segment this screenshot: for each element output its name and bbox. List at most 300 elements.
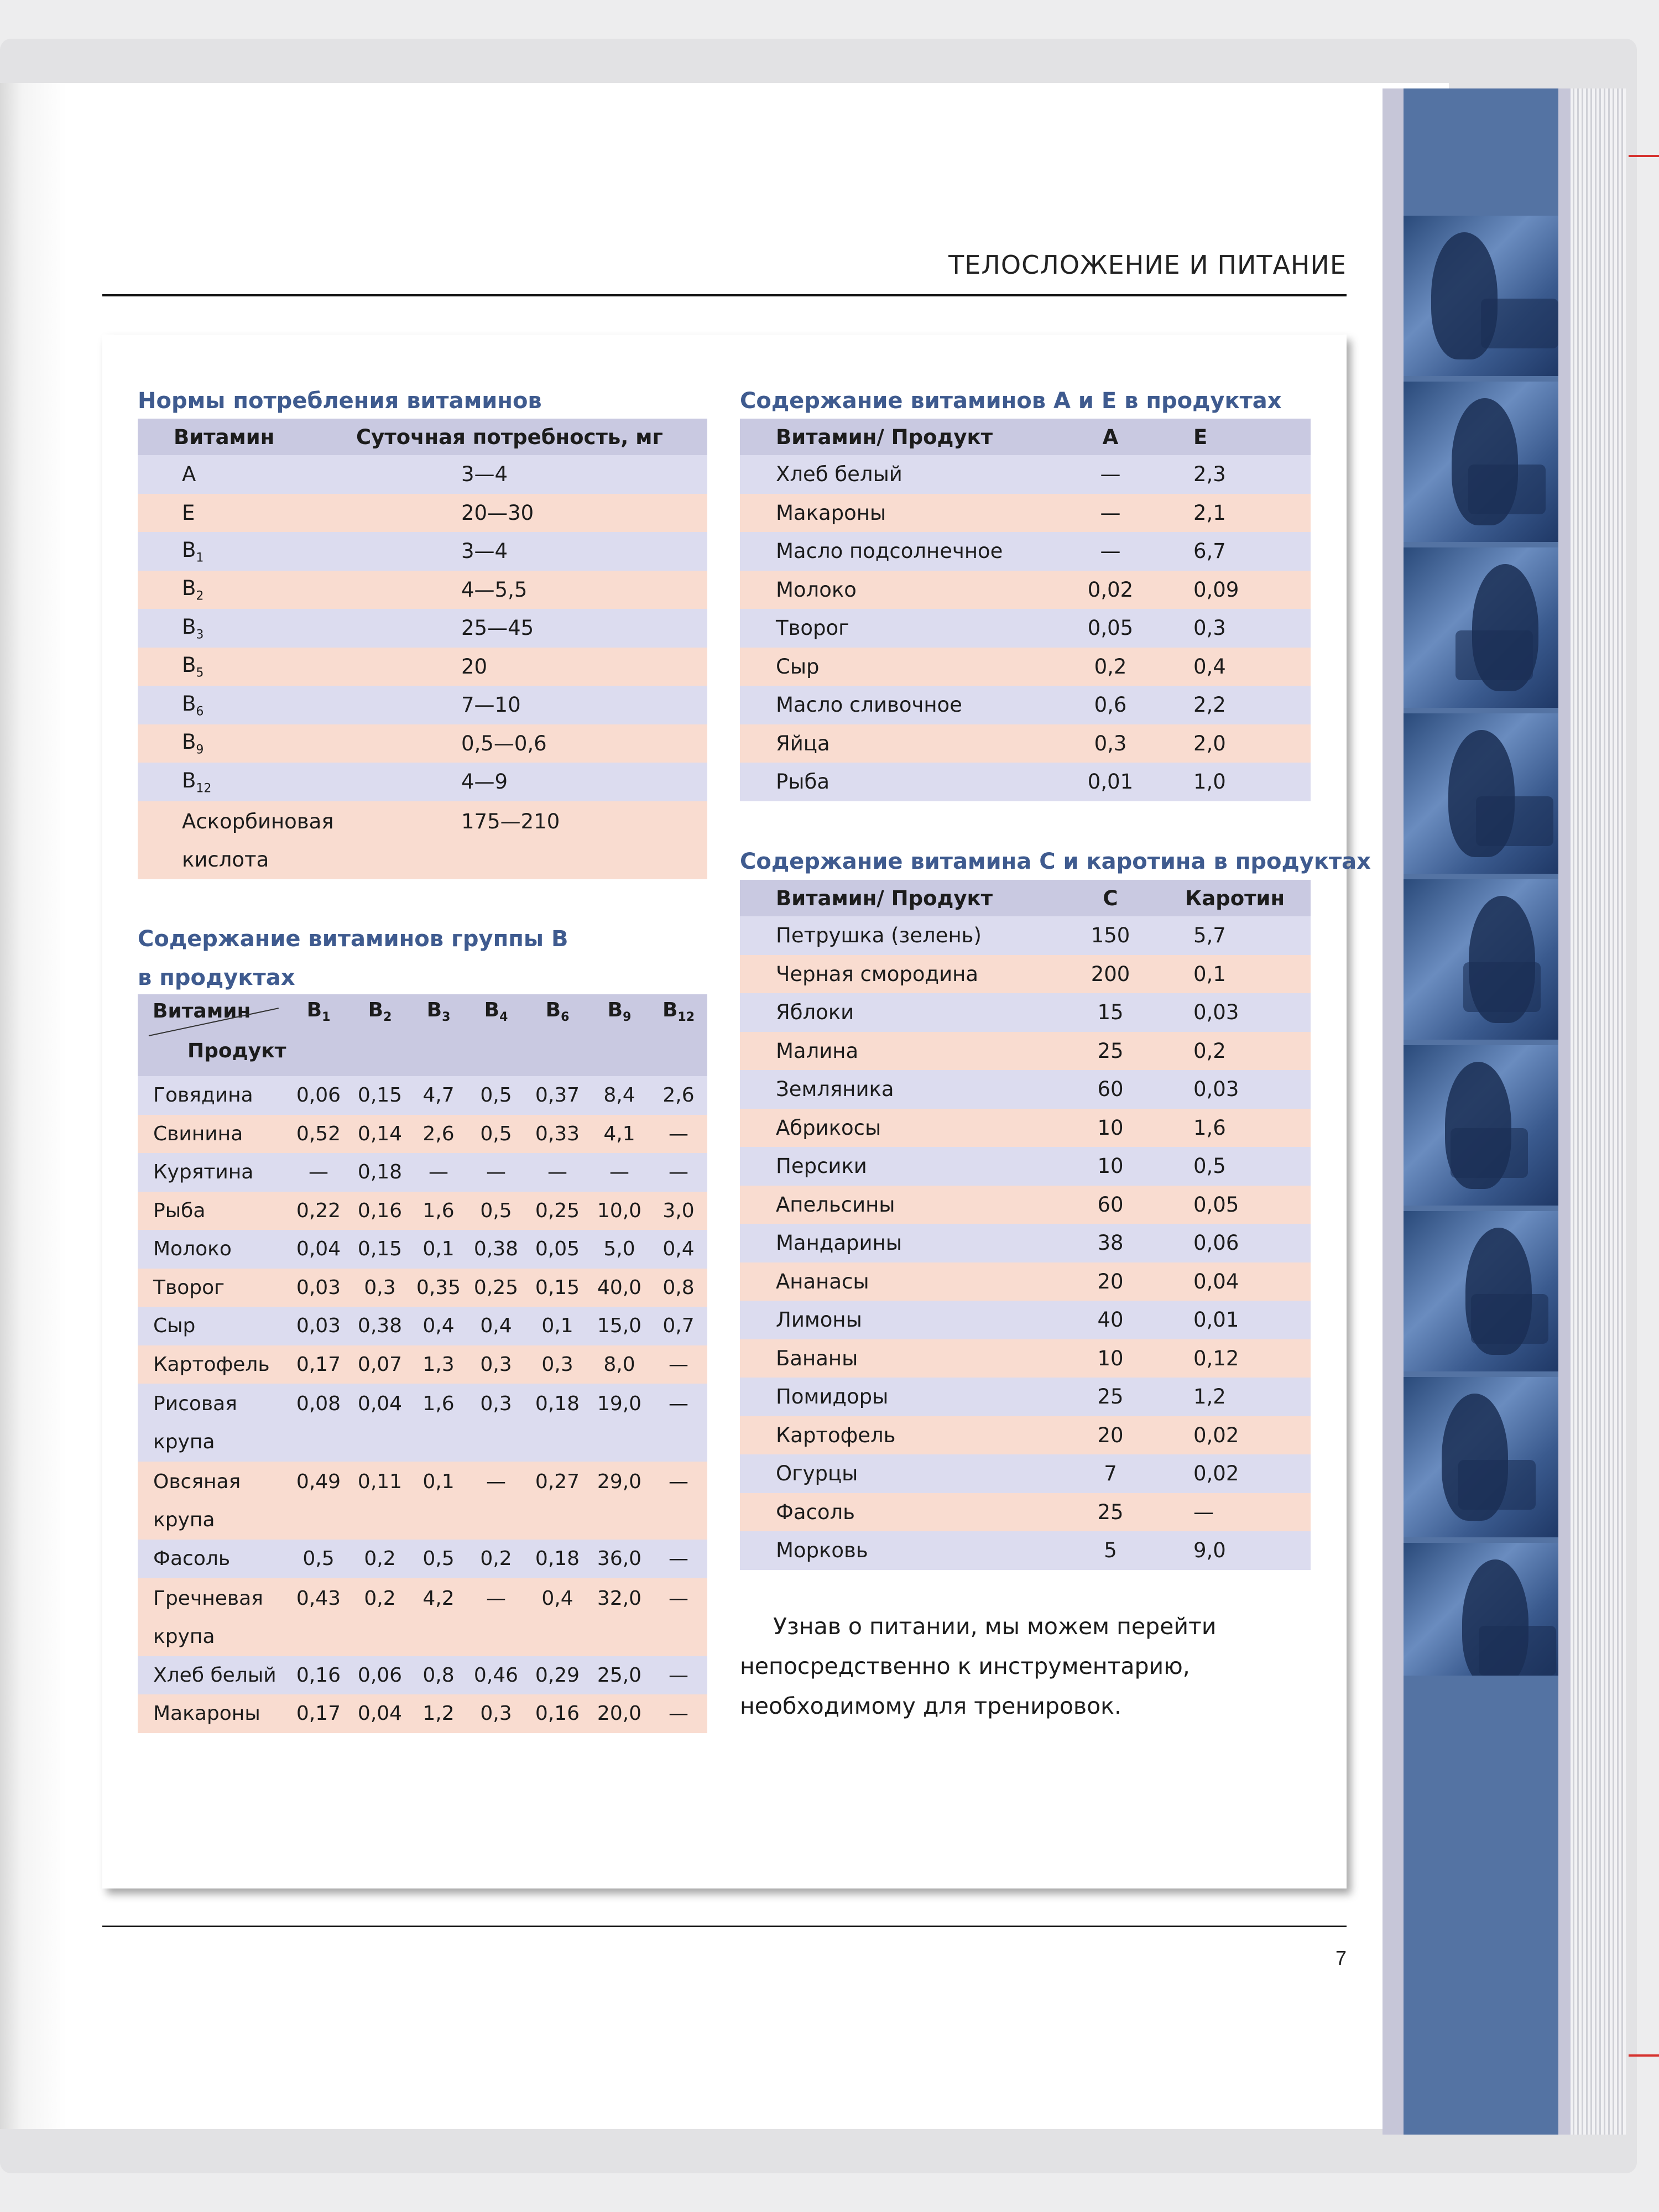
product-cell: Сыр (740, 648, 1050, 686)
table-row (138, 763, 707, 801)
value-cell: 0,18 (526, 1384, 589, 1462)
carotene-cell: 0,03 (1171, 993, 1311, 1032)
value-cell: 0,46 (466, 1656, 526, 1695)
man-bentover-row-photo-icon (1404, 1211, 1558, 1371)
table-row (138, 1153, 707, 1192)
product-cell: Картофель (138, 1345, 288, 1384)
vitamin-norms-title: Нормы потребления витаминов (138, 388, 542, 414)
vitamin-c-cell: 38 (1050, 1224, 1171, 1262)
value-cell: 0,22 (288, 1192, 349, 1230)
vitamin-a-cell: 0,3 (1050, 724, 1171, 763)
carotene-cell: 5,7 (1171, 916, 1311, 955)
product-cell: Петрушка (зелень) (740, 916, 1050, 955)
value-cell: — (466, 1578, 526, 1656)
value-cell: 0,52 (288, 1115, 349, 1154)
value-cell: — (411, 1153, 466, 1192)
vitamin-cell: $B_1$ (138, 532, 304, 571)
table-row (138, 494, 707, 533)
product-cell: Малина (740, 1032, 1050, 1071)
value-cell: 15,0 (589, 1307, 650, 1345)
col-vitamin: Витамин (138, 419, 304, 455)
value-cell: — (526, 1153, 589, 1192)
product-cell: Курятина (138, 1153, 288, 1192)
value-cell: 0,38 (466, 1230, 526, 1269)
value-cell: — (650, 1578, 707, 1656)
man-dumbbell-seated-photo-icon (1404, 879, 1558, 1040)
vitamin-c-cell: 15 (1050, 993, 1171, 1032)
value-cell: 0,1 (411, 1462, 466, 1540)
value-cell: 0,4 (466, 1307, 526, 1345)
man-bench-photo-icon (1404, 547, 1558, 708)
daily-need-cell: 25—45 (304, 609, 707, 648)
product-cell: Свинина (138, 1115, 288, 1154)
value-cell: 0,15 (349, 1230, 411, 1269)
value-cell: 0,17 (288, 1694, 349, 1733)
woman-machine-photo-icon (1404, 382, 1558, 542)
product-cell: Гречневая крупа (138, 1578, 288, 1656)
closing-paragraph (740, 1606, 1310, 1726)
value-cell: 0,49 (288, 1462, 349, 1540)
table-row (138, 1656, 707, 1695)
product-cell: Лимоны (740, 1301, 1050, 1339)
vitamin-c-cell: 7 (1050, 1454, 1171, 1493)
value-cell: 0,5 (288, 1540, 349, 1578)
value-cell: 0,14 (349, 1115, 411, 1154)
vitamin-c-cell: 5 (1050, 1531, 1171, 1570)
col-vitamin-b12: $B_{12}$ (650, 994, 707, 1076)
vitamin-e-cell: 2,2 (1171, 686, 1311, 724)
table-row (740, 455, 1311, 494)
value-cell: 0,33 (526, 1115, 589, 1154)
value-cell: 0,16 (288, 1656, 349, 1695)
value-cell: 0,15 (526, 1269, 589, 1307)
table-row (138, 648, 707, 686)
table-row (740, 955, 1311, 994)
product-cell: Творог (740, 609, 1050, 648)
product-cell: Масло сливочное (740, 686, 1050, 724)
table-row (740, 1416, 1311, 1455)
value-cell: 0,8 (650, 1269, 707, 1307)
value-cell: 0,5 (411, 1540, 466, 1578)
vitamin-c-cell: 20 (1050, 1416, 1171, 1455)
daily-need-cell: 3—4 (304, 455, 707, 494)
equipment-shape (1455, 630, 1533, 680)
product-cell: Фасоль (138, 1540, 288, 1578)
value-cell: 0,29 (526, 1656, 589, 1695)
vitamin-a-cell: 0,05 (1050, 609, 1171, 648)
value-cell: 0,1 (411, 1230, 466, 1269)
value-cell: 0,06 (349, 1656, 411, 1695)
corner-header (138, 994, 288, 1076)
table-row (138, 1462, 707, 1540)
vitamin-c-cell: 20 (1050, 1262, 1171, 1301)
value-cell: 0,2 (466, 1540, 526, 1578)
carotene-cell: 1,6 (1171, 1109, 1311, 1147)
product-cell: Яйца (740, 724, 1050, 763)
value-cell: 0,25 (526, 1192, 589, 1230)
carotene-cell: 1,2 (1171, 1378, 1311, 1416)
vitamin-a-cell: 0,02 (1050, 571, 1171, 609)
value-cell: 0,15 (349, 1076, 411, 1115)
carotene-cell: 0,02 (1171, 1454, 1311, 1493)
equipment-shape (1471, 1294, 1548, 1344)
table-row (138, 532, 707, 571)
value-cell: 10,0 (589, 1192, 650, 1230)
col-vitamin-b9: $B_9$ (589, 994, 650, 1076)
value-cell: 0,2 (349, 1578, 411, 1656)
value-cell: 0,17 (288, 1345, 349, 1384)
table-row (138, 724, 707, 763)
vitamin-e-cell: 6,7 (1171, 532, 1311, 571)
vitamin-c-carotene-title: Содержание витамина С и каротина в продуктах (740, 849, 1371, 874)
product-cell: Сыр (138, 1307, 288, 1345)
col-product: Витамин/ Продукт (740, 880, 1050, 916)
vitamin-c-cell: 25 (1050, 1378, 1171, 1416)
value-cell: 0,37 (526, 1076, 589, 1115)
daily-need-cell: 4—5,5 (304, 571, 707, 609)
col-product: Витамин/ Продукт (740, 419, 1050, 455)
product-cell: Абрикосы (740, 1109, 1050, 1147)
col-vitamin-b6: $B_6$ (526, 994, 589, 1076)
daily-need-cell: 4—9 (304, 763, 707, 801)
table-row (740, 1147, 1311, 1186)
equipment-shape (1463, 962, 1541, 1012)
table-row (740, 916, 1311, 955)
vitamin-e-cell: 0,09 (1171, 571, 1311, 609)
vitamin-c-cell: 60 (1050, 1186, 1171, 1224)
value-cell: 0,18 (526, 1540, 589, 1578)
table-row (138, 1345, 707, 1384)
table-row (138, 1076, 707, 1115)
value-cell: 4,1 (589, 1115, 650, 1154)
value-cell: 1,6 (411, 1192, 466, 1230)
col-daily-need: Суточная потребность, мг (304, 419, 707, 455)
value-cell: 36,0 (589, 1540, 650, 1578)
product-cell: Хлеб белый (138, 1656, 288, 1695)
closing-text: Узнав о питании, мы можем перейти непосредственно к инструментарию, необходимому для тренировок. (740, 1613, 1217, 1719)
vitamin-c-cell: 200 (1050, 955, 1171, 994)
table-row (740, 1109, 1311, 1147)
vitamin-c-cell: 25 (1050, 1032, 1171, 1071)
table-row (138, 1115, 707, 1154)
value-cell: — (650, 1694, 707, 1733)
value-cell: 0,3 (466, 1694, 526, 1733)
carotene-cell: 9,0 (1171, 1531, 1311, 1570)
value-cell: 0,4 (526, 1578, 589, 1656)
product-cell: Рисовая крупа (138, 1384, 288, 1462)
vitamin-b-title-line1: Содержание витаминов группы В (138, 926, 568, 952)
daily-need-cell: 20 (304, 648, 707, 686)
table-row (138, 609, 707, 648)
product-cell: Яблоки (740, 993, 1050, 1032)
product-cell: Рыба (740, 763, 1050, 801)
carotene-cell: — (1171, 1493, 1311, 1532)
col-e: E (1171, 419, 1311, 455)
value-cell: 8,0 (589, 1345, 650, 1384)
table-row (138, 801, 707, 879)
vitamin-cell: $B_{12}$ (138, 763, 304, 801)
daily-need-cell: 3—4 (304, 532, 707, 571)
running-header: ТЕЛОСЛОЖЕНИЕ И ПИТАНИЕ (948, 250, 1347, 280)
vitamin-a-cell: — (1050, 532, 1171, 571)
table-row (740, 993, 1311, 1032)
vitamin-cell: $B_2$ (138, 571, 304, 609)
vitamin-e-cell: 2,0 (1171, 724, 1311, 763)
col-vitamin-b4: $B_4$ (466, 994, 526, 1076)
man-dumbbell-standing-photo-icon (1404, 1045, 1558, 1206)
table-row (138, 571, 707, 609)
value-cell: 0,05 (526, 1230, 589, 1269)
table-row (740, 1531, 1311, 1570)
vitamin-b-title-line2: в продуктах (138, 965, 295, 990)
vitamin-cell: $B_6$ (138, 686, 304, 724)
value-cell: 0,16 (526, 1694, 589, 1733)
product-cell: Помидоры (740, 1378, 1050, 1416)
vitamin-c-cell: 10 (1050, 1109, 1171, 1147)
value-cell: 4,2 (411, 1578, 466, 1656)
vitamin-c-cell: 60 (1050, 1070, 1171, 1109)
vitamin-c-cell: 40 (1050, 1301, 1171, 1339)
product-cell: Макароны (138, 1694, 288, 1733)
table-row (740, 1454, 1311, 1493)
value-cell: — (650, 1153, 707, 1192)
value-cell: 40,0 (589, 1269, 650, 1307)
value-cell: 2,6 (650, 1076, 707, 1115)
value-cell: 0,25 (466, 1269, 526, 1307)
equipment-shape (1476, 796, 1553, 846)
table-row (138, 1384, 707, 1462)
vitamin-e-cell: 0,4 (1171, 648, 1311, 686)
value-cell: 1,6 (411, 1384, 466, 1462)
table-row (740, 609, 1311, 648)
table-row (138, 1578, 707, 1656)
vitamin-a-cell: — (1050, 494, 1171, 533)
table-row (138, 1307, 707, 1345)
value-cell: 0,7 (650, 1307, 707, 1345)
vitamin-a-cell: — (1050, 455, 1171, 494)
table-row (740, 1378, 1311, 1416)
value-cell: 0,07 (349, 1345, 411, 1384)
value-cell: 0,16 (349, 1192, 411, 1230)
col-carotene: Каротин (1171, 880, 1311, 916)
value-cell: 0,2 (349, 1540, 411, 1578)
value-cell: — (288, 1153, 349, 1192)
footer-rule (102, 1926, 1347, 1927)
page-number: 7 (1335, 1947, 1347, 1969)
carotene-cell: 0,04 (1171, 1262, 1311, 1301)
value-cell: 0,43 (288, 1578, 349, 1656)
value-cell: 0,3 (349, 1269, 411, 1307)
value-cell: 0,4 (650, 1230, 707, 1269)
vitamin-a-e-table (740, 419, 1311, 801)
table-row (740, 763, 1311, 801)
vitamin-a-cell: 0,01 (1050, 763, 1171, 801)
value-cell: — (650, 1540, 707, 1578)
vitamin-c-cell: 150 (1050, 916, 1171, 955)
product-cell: Земляника (740, 1070, 1050, 1109)
product-cell: Молоко (138, 1230, 288, 1269)
value-cell: 0,38 (349, 1307, 411, 1345)
value-cell: 0,5 (466, 1192, 526, 1230)
value-cell: 3,0 (650, 1192, 707, 1230)
vitamin-norms-table (138, 419, 707, 879)
table-row (740, 648, 1311, 686)
col-vitamin-b1: $B_1$ (288, 994, 349, 1076)
vitamin-cell: $B_9$ (138, 724, 304, 763)
equipment-shape (1481, 299, 1558, 348)
woman-portrait-photo-icon (1404, 1543, 1558, 1676)
value-cell: 32,0 (589, 1578, 650, 1656)
vitamin-c-cell: 10 (1050, 1339, 1171, 1378)
table-row (740, 1186, 1311, 1224)
product-cell: Овсяная крупа (138, 1462, 288, 1540)
table-row (138, 1694, 707, 1733)
table-row (740, 1301, 1311, 1339)
page-marker-top (1629, 155, 1659, 157)
value-cell: 20,0 (589, 1694, 650, 1733)
carotene-cell: 0,1 (1171, 955, 1311, 994)
value-cell: — (650, 1345, 707, 1384)
value-cell: 0,04 (288, 1230, 349, 1269)
daily-need-cell: 0,5—0,6 (304, 724, 707, 763)
product-cell: Картофель (740, 1416, 1050, 1455)
product-cell: Говядина (138, 1076, 288, 1115)
value-cell: 29,0 (589, 1462, 650, 1540)
value-cell: 0,3 (526, 1345, 589, 1384)
value-cell: 5,0 (589, 1230, 650, 1269)
value-cell: 0,03 (288, 1269, 349, 1307)
value-cell: — (650, 1384, 707, 1462)
value-cell: — (466, 1462, 526, 1540)
value-cell: 0,4 (411, 1307, 466, 1345)
table-row (740, 1493, 1311, 1532)
daily-need-cell: 7—10 (304, 686, 707, 724)
carotene-cell: 0,06 (1171, 1224, 1311, 1262)
product-cell: Апельсины (740, 1186, 1050, 1224)
product-cell: Персики (740, 1147, 1050, 1186)
corner-vitamin-label: Витамин (153, 1000, 251, 1022)
value-cell: 0,11 (349, 1462, 411, 1540)
value-cell: 8,4 (589, 1076, 650, 1115)
value-cell: 0,3 (466, 1345, 526, 1384)
vitamin-c-cell: 25 (1050, 1493, 1171, 1532)
product-cell: Огурцы (740, 1454, 1050, 1493)
equipment-shape (1458, 1460, 1536, 1510)
table-row (740, 1070, 1311, 1109)
equipment-shape (1468, 465, 1546, 514)
table-row (138, 455, 707, 494)
table-row (740, 686, 1311, 724)
value-cell: 0,04 (349, 1384, 411, 1462)
value-cell: 0,06 (288, 1076, 349, 1115)
carotene-cell: 0,5 (1171, 1147, 1311, 1186)
value-cell: 0,3 (466, 1384, 526, 1462)
carotene-cell: 0,12 (1171, 1339, 1311, 1378)
vitamin-cell: A (138, 455, 304, 494)
equipment-shape (1479, 1626, 1556, 1676)
table-row (740, 724, 1311, 763)
vitamin-cell: $B_3$ (138, 609, 304, 648)
vitamin-a-cell: 0,2 (1050, 648, 1171, 686)
value-cell: 0,08 (288, 1384, 349, 1462)
product-cell: Творог (138, 1269, 288, 1307)
table-row (740, 1224, 1311, 1262)
product-cell: Морковь (740, 1531, 1050, 1570)
value-cell: 4,7 (411, 1076, 466, 1115)
product-cell: Масло подсолнечное (740, 532, 1050, 571)
value-cell: 1,3 (411, 1345, 466, 1384)
vitamin-c-cell: 10 (1050, 1147, 1171, 1186)
product-cell: Фасоль (740, 1493, 1050, 1532)
page-marker-bottom (1629, 2054, 1659, 2057)
col-c: C (1050, 880, 1171, 916)
vitamin-e-cell: 2,1 (1171, 494, 1311, 533)
vitamin-c-carotene-table (740, 880, 1311, 1570)
value-cell: 0,27 (526, 1462, 589, 1540)
equipment-shape (1451, 1128, 1528, 1178)
product-cell: Ананасы (740, 1262, 1050, 1301)
daily-need-cell: 20—30 (304, 494, 707, 533)
vitamin-a-cell: 0,6 (1050, 686, 1171, 724)
product-cell: Хлеб белый (740, 455, 1050, 494)
vitamin-e-cell: 1,0 (1171, 763, 1311, 801)
carotene-cell: 0,03 (1171, 1070, 1311, 1109)
table-row (740, 494, 1311, 533)
product-cell: Макароны (740, 494, 1050, 533)
value-cell: 0,35 (411, 1269, 466, 1307)
value-cell: — (589, 1153, 650, 1192)
woman-dumbbell-photo-icon (1404, 1377, 1558, 1537)
product-cell: Молоко (740, 571, 1050, 609)
table-row (138, 686, 707, 724)
vitamin-a-e-title: Содержание витаминов А и Е в продуктах (740, 388, 1282, 414)
product-cell: Рыба (138, 1192, 288, 1230)
table-row (740, 532, 1311, 571)
table-row (138, 1269, 707, 1307)
value-cell: — (650, 1115, 707, 1154)
value-cell: 0,5 (466, 1115, 526, 1154)
carotene-cell: 0,2 (1171, 1032, 1311, 1071)
carotene-cell: 0,05 (1171, 1186, 1311, 1224)
product-cell: Бананы (740, 1339, 1050, 1378)
table-row (740, 571, 1311, 609)
value-cell: 1,2 (411, 1694, 466, 1733)
value-cell: — (466, 1153, 526, 1192)
table-row (138, 1192, 707, 1230)
vitamin-cell: $B_5$ (138, 648, 304, 686)
value-cell: 0,18 (349, 1153, 411, 1192)
table-row (138, 1230, 707, 1269)
value-cell: 2,6 (411, 1115, 466, 1154)
value-cell: 0,8 (411, 1656, 466, 1695)
vitamin-cell: Аскорбиновая кислота (138, 801, 304, 879)
header-rule (102, 294, 1347, 296)
table-row (740, 1032, 1311, 1071)
carotene-cell: 0,01 (1171, 1301, 1311, 1339)
col-vitamin-b3: $B_3$ (411, 994, 466, 1076)
value-cell: 0,5 (466, 1076, 526, 1115)
product-cell: Мандарины (740, 1224, 1050, 1262)
table-row (138, 1540, 707, 1578)
table-row (740, 1262, 1311, 1301)
value-cell: 0,03 (288, 1307, 349, 1345)
vitamin-e-cell: 2,3 (1171, 455, 1311, 494)
value-cell: 25,0 (589, 1656, 650, 1695)
bodybuilder-photo-icon (1404, 216, 1558, 376)
col-a: A (1050, 419, 1171, 455)
daily-need-cell: 175—210 (304, 801, 707, 879)
value-cell: 0,1 (526, 1307, 589, 1345)
